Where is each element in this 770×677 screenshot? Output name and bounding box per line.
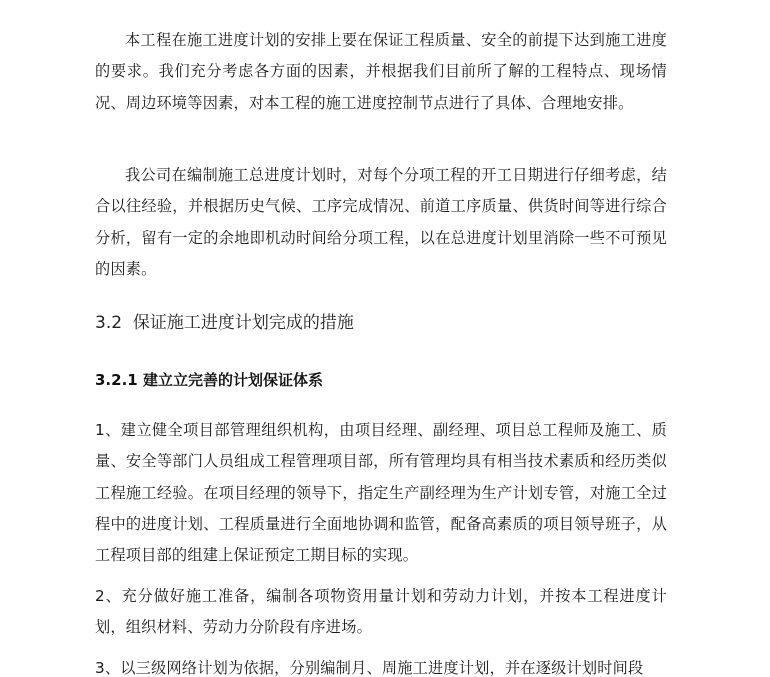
list-item-2: 2、充分做好施工准备，编制各项物资用量计划和劳动力计划，并按本工程进度计划，组织材料、劳动力分阶段有序进场。 (95, 587, 667, 637)
section-number: 3.2 (95, 313, 123, 333)
section-title: 保证施工进度计划完成的措施 (132, 313, 354, 333)
subsection-title: 建立立完善的计划保证体系 (142, 371, 323, 389)
subsection-heading (95, 365, 323, 395)
list-item-1: 1、建立健全项目部管理组织机构，由项目经理、副经理、项目总工程师及施工、质量、安全等部门人员组成工程管理项目部，所有管理均具有相当技术素质和经历类似工程施工经验。在项目经理的领导下，指定生产副经理为生产计划专管，对施工全过程中的进度计划、工程质量进行全面地协调和监管，配备高素质的项目领导班子，从工程项目部的组建上保证预定工期目标的实现。 (95, 421, 667, 565)
section-heading (95, 308, 354, 338)
intro-paragraph-2: 我公司在编制施工总进度计划时，对每个分项工程的开工日期进行仔细考虑，结合以往经验，并根据历史气候、工序完成情况、前道工序质量、供货时间等进行综合分析，留有一定的余地即机动时间给分项工程，以在总进度计划里消除一些不可预见的因素。 (95, 166, 667, 278)
intro-paragraph-1: 本工程在施工进度计划的安排上要在保证工程质量、安全的前提下达到施工进度的要求。我们充分考虑各方面的因素，并根据我们目前所了解的工程特点、现场情况、周边环境等因素，对本工程的施工进度控制节点进行了具体、合理地安排。 (95, 31, 667, 112)
list-item-3: 3、以三级网络计划为依据，分别编制月、周施工进度计划，并在逐级计划时间段 (95, 659, 644, 677)
subsection-number: 3.2.1 (95, 371, 138, 389)
